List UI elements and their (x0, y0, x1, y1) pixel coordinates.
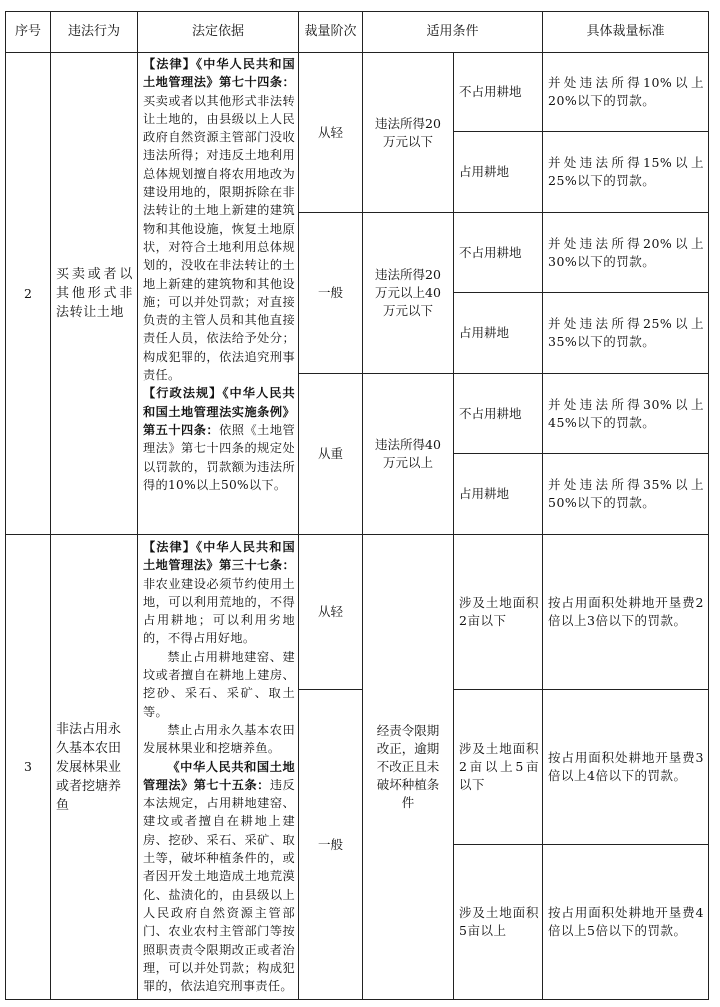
row2-cond-normal (363, 213, 453, 373)
row3-cond-text: 经责令限期改正，逾期不改正且未破坏种植条件 (376, 723, 440, 810)
row2-std-heavy-1 (548, 374, 704, 453)
row2-std-normal-1 (548, 213, 704, 292)
header-no: 序号 (14, 24, 41, 39)
row2-basis (143, 55, 295, 533)
row3-std-3-text: 按占用面积处耕地开垦费4倍以上5倍以下的罚款。 (548, 905, 704, 938)
row3-std-3 (548, 845, 704, 999)
row2-std-light-1 (548, 53, 704, 131)
row3-sub-2-text: 涉及土地面积2亩以上5亩以下 (459, 741, 539, 792)
row3-sub-2 (459, 690, 539, 844)
row2-std-light-1-text: 并处违法所得10%以上20%以下的罚款。 (548, 75, 704, 108)
row2-std-normal-2 (548, 293, 704, 373)
row3-sub-3-text: 涉及土地面积5亩以上 (459, 905, 539, 938)
row2-cond-heavy-text: 违法所得40万元以上 (375, 437, 441, 470)
row2-basis-law-tag: 【法律】《中华人民共和国土地管理法》第七十四条： (143, 57, 295, 90)
row3-cond (363, 535, 453, 999)
row3-no: 3 (24, 759, 32, 774)
row2-cond-normal-text: 违法所得20万元以上40万元以下 (375, 267, 441, 318)
row2-sub-heavy-1: 不占用耕地 (459, 405, 522, 421)
row2-basis-regulation-tag: 【行政法规】《中华人民共和国土地管理法实施条例》第五十四条： (143, 386, 295, 437)
header-basis: 法定依据 (191, 24, 244, 39)
row2-basis-regulation-text: 依照《土地管理法》第七十四条的规定处以罚款的，罚款额为违法所得的10%以上50%以下。 (143, 422, 295, 492)
row3-basis-law75-tag: 《中华人民共和国土地管理法》第七十五条： (143, 759, 295, 792)
row2-basis-law (143, 55, 295, 384)
row2-sub-normal-1: 不占用耕地 (459, 244, 522, 260)
row3-std-1-text: 按占用面积处耕地开垦费2倍以上3倍以下的罚款。 (548, 595, 704, 628)
row3-basis-law75 (143, 758, 295, 996)
row3-basis-law37 (143, 538, 295, 648)
header-cond: 适用条件 (426, 24, 479, 39)
row3-sub-1 (459, 535, 539, 689)
header-act: 违法行为 (67, 24, 120, 39)
row2-sub-light-1: 不占用耕地 (459, 84, 522, 99)
row2-act-text: 买卖或者以其他形式非法转让土地 (56, 267, 133, 320)
row2-std-heavy-2 (548, 454, 704, 534)
row2-act (56, 53, 133, 534)
row2-level-heavy: 从重 (317, 446, 343, 461)
row3-basis-law37-text: 非农业建设必须节约使用土地，可以利用荒地的，不得占用耕地；可以利用劣地的，不得占用好地。 (143, 576, 295, 646)
header-level: 裁量阶次 (304, 24, 357, 39)
row2-cond-heavy (363, 374, 453, 534)
row3-act (56, 535, 133, 999)
row2-level-normal: 一般 (317, 285, 343, 300)
row3-std-1 (548, 535, 704, 689)
row3-basis (143, 538, 295, 998)
row3-sub-3 (459, 845, 539, 999)
row3-basis-para3: 禁止占用永久基本农田发展林果业和挖塘养鱼。 (143, 722, 295, 756)
row2-basis-law-text: 买卖或者以其他形式非法转让土地的，由县级以上人民政府自然资源主管部门没收违法所得；对违反土地利用总体规划擅自将农用地改为建设用地的，限期拆除在非法转让的土地上新建的建筑物和其他设施，恢复土地原状，对符合土地利用总体规划的，没收在非法转让的土地上新建的建筑物和其他设施；可以并处罚款；对直接负责的主管人员和其他直接责任人员，依法给予处分；构成犯罪的，依法追究刑事责任。 (143, 93, 295, 383)
row3-basis-para2: 禁止占用耕地建窑、建坟或者擅自在耕地上建房、挖砂、采石、采矿、取土等。 (143, 649, 295, 719)
row2-level-light: 从轻 (317, 124, 343, 140)
header-std: 具体裁量标准 (586, 24, 665, 39)
row2-cond-light (363, 53, 453, 212)
row3-std-2 (548, 690, 704, 844)
row2-std-heavy-2-text: 并处违法所得35%以上50%以下的罚款。 (548, 477, 704, 510)
row3-sub-1-text: 涉及土地面积2亩以下 (459, 595, 539, 628)
row2-cond-light-text: 违法所得20万元以下 (375, 115, 441, 149)
row3-basis-law37-tag: 【法律】《中华人民共和国土地管理法》第三十七条： (143, 540, 295, 573)
row2-sub-heavy-2: 占用耕地 (459, 486, 510, 501)
row2-std-normal-2-text: 并处违法所得25%以上35%以下的罚款。 (548, 316, 704, 349)
row3-act-text: 非法占用永久基本农田发展林果业或者挖塘养鱼 (56, 721, 122, 813)
row2-no: 2 (24, 285, 32, 301)
row2-std-heavy-1-text: 并处违法所得30%以上45%以下的罚款。 (548, 396, 704, 430)
row2-basis-regulation (143, 384, 295, 494)
row3-std-2-text: 按占用面积处耕地开垦费3倍以上4倍以下的罚款。 (548, 750, 704, 783)
row3-basis-law75-text: 违反本法规定，占用耕地建窑、建坟或者擅自在耕地上建房、挖砂、采石、采矿、取土等，破坏种植条件的，或者因开发土地造成土地荒漠化、盐渍化的，由县级以上人民政府自然资源主管部门、农业农村主管部门等按照职责责令限期改正或者治理，可以并处罚款；构成犯罪的，依法追究刑事责任。 (143, 777, 295, 994)
row2-std-normal-1-text: 并处违法所得20%以上30%以下的罚款。 (548, 235, 704, 269)
row2-std-light-2 (548, 132, 704, 212)
row2-sub-normal-2: 占用耕地 (459, 325, 510, 340)
row2-std-light-2-text: 并处违法所得15%以上25%以下的罚款。 (548, 155, 704, 188)
row3-level-light: 从轻 (317, 604, 343, 619)
row3-level-normal: 一般 (317, 836, 343, 852)
row2-sub-light-2: 占用耕地 (459, 164, 510, 179)
